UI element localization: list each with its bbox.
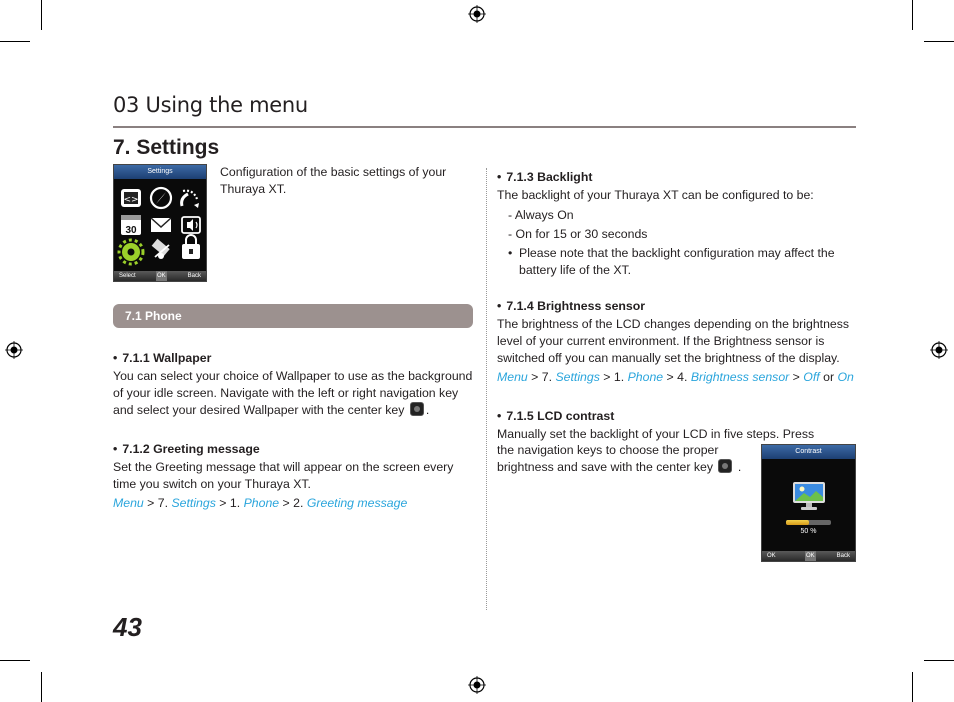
backlight-note: • Please note that the backlight configuration may affect the battery life of the XT. [508,246,835,277]
brightness-heading: • 7.1.4 Brightness sensor [497,299,646,313]
contrast-slider[interactable] [786,520,831,525]
bullet-icon: • [497,299,502,313]
contrast-slider-fill [786,520,809,525]
softkey-ok: OK [806,553,815,559]
call-forward-icon [182,191,199,208]
registration-mark-icon [468,676,486,694]
screen-title: Settings [147,168,173,175]
softkey-ok: OK [157,273,166,279]
contrast-percent: 50 % [800,528,817,535]
path-link[interactable]: Menu [497,370,528,384]
greeting-heading: • 7.1.2 Greeting message [113,442,260,456]
subsection-label: 7.1 Phone [125,309,182,323]
screen-title: Contrast [795,448,822,455]
section-title: 7. Settings [113,136,220,159]
center-key-icon [410,402,424,416]
softkey-select: Select [119,273,136,279]
crop-mark [912,672,913,702]
brightness-menu-path: Menu > 7. Settings > 1. Phone > 4. Brightness sensor > Off or On [497,370,854,384]
softkey-back: Back [836,553,850,559]
display-icon [121,189,141,207]
path-link[interactable]: Off [803,370,820,384]
settings-screenshot [113,164,207,282]
page-number: 43 [113,612,142,642]
wallpaper-body: You can select your choice of Wallpaper to use as the background of your idle screen. Navigate with the left or right navigation key and select your desired Wallpaper with the center key . [113,369,473,417]
center-key-icon [718,459,732,473]
greeting-body: Set the Greeting message that will appear on the screen every time you switch on your Thuraya XT. [113,460,454,491]
crop-mark [41,672,42,702]
crop-mark [912,0,913,30]
contrast-line: Manually set the backlight of your LCD in five steps. Press [497,427,815,441]
bullet-icon: • [113,442,118,456]
crop-mark [924,41,954,42]
contrast-line: the navigation keys to choose the proper [497,443,719,457]
svg-text:<>: <> [123,195,139,205]
path-link[interactable]: Phone [243,496,280,510]
crop-mark [41,0,42,30]
compass-icon [151,188,171,208]
path-link[interactable]: Phone [627,370,664,384]
softkey-ok-left: OK [767,553,776,559]
path-link[interactable]: Settings [171,496,216,510]
screen-title-bar [114,165,206,179]
crop-mark [924,660,954,661]
gear-icon [119,240,143,264]
screen-title-bar [762,445,855,459]
greeting-menu-path: Menu > 7. Settings > 1. Phone > 2. Greeting message [113,496,408,510]
header-rule [113,126,856,128]
path-link[interactable]: Greeting message [306,496,408,510]
bullet-icon: • [508,246,513,260]
subsection-bar [113,304,473,328]
wallpaper-heading: • 7.1.1 Wallpaper [113,351,212,365]
column-divider [486,168,487,610]
contrast-line: brightness and save with the center key . [497,460,742,474]
chapter-title: 03 Using the menu [113,93,308,117]
lock-icon [182,235,200,259]
settings-icon-grid [114,181,206,267]
bullet-icon: • [497,409,502,423]
satellite-icon [152,239,170,259]
path-link[interactable]: Settings [555,370,600,384]
brightness-body: The brightness of the LCD changes depending on the brightness level of your current environment. If the Brightness sensor is switched off you can manually set the brightness of the display. [497,317,850,365]
crop-mark [0,660,30,661]
backlight-body: The backlight of your Thuraya XT can be configured to be: [497,188,814,202]
intro-text: Configuration of the basic settings of your Thuraya XT. [220,165,447,196]
crop-mark [0,41,30,42]
backlight-heading: • 7.1.3 Backlight [497,170,593,184]
monitor-icon [792,481,826,511]
bullet-icon: • [113,351,118,365]
envelope-icon [151,218,171,232]
contrast-screenshot [761,444,856,562]
screen-softkey-bar [114,271,206,281]
registration-mark-icon [5,341,23,359]
softkey-back: Back [187,273,201,279]
path-link[interactable]: Menu [113,496,144,510]
path-link[interactable]: On [837,370,854,384]
registration-mark-icon [468,5,486,23]
registration-mark-icon [930,341,948,359]
bullet-icon: • [497,170,502,184]
calendar-date: 30 [125,225,137,236]
path-link[interactable]: Brightness sensor [690,370,790,384]
sound-icon [182,217,200,233]
backlight-option: - On for 15 or 30 seconds [508,227,648,241]
calendar-icon [121,215,141,236]
contrast-heading: • 7.1.5 LCD contrast [497,409,615,423]
screen-softkey-bar [762,551,855,561]
backlight-option: - Always On [508,208,574,222]
